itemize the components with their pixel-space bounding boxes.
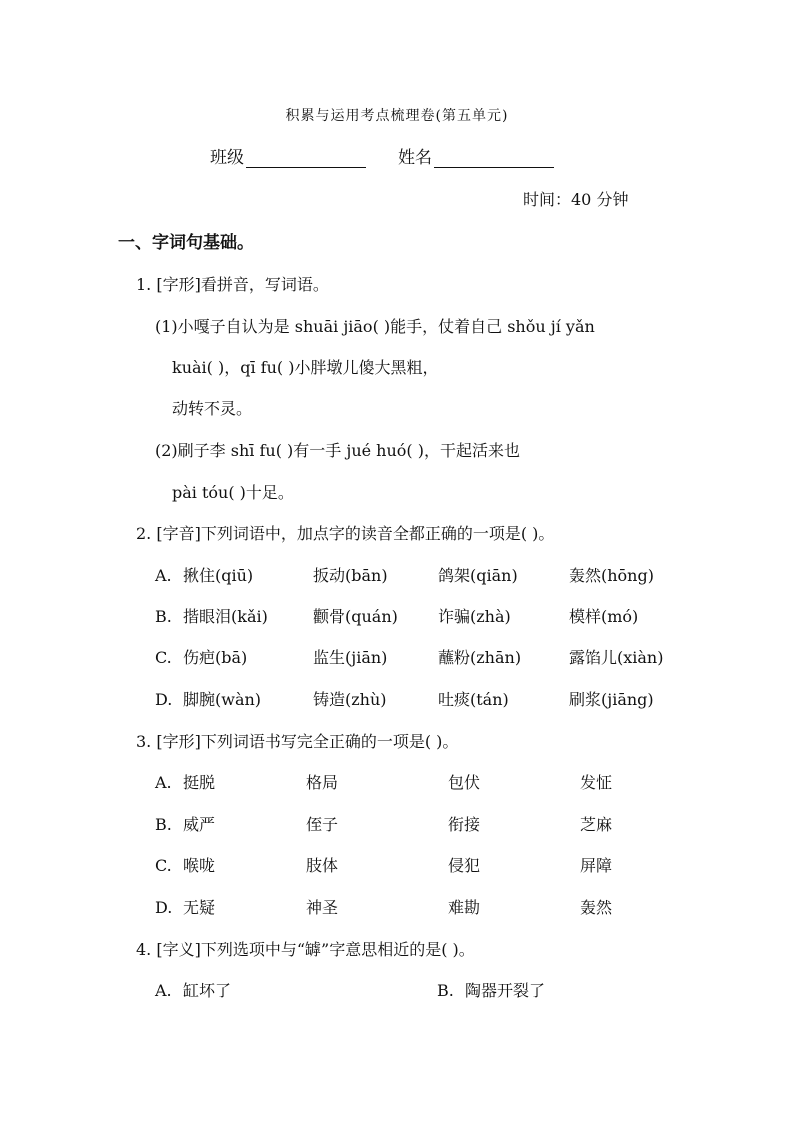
q2-option-b-word: 模样(mó) [569, 607, 639, 626]
q3-option-b-word: 侄子 [306, 815, 339, 834]
question-3-head: 3. [字形]下列词语书写完全正确的一项是( )。 [136, 732, 459, 751]
q3-option-d-word: 无疑 [183, 898, 216, 917]
q2-option-b-word: 诈骗(zhà) [438, 607, 511, 626]
q3-option-c-word: 屏障 [580, 856, 613, 875]
q2-option-c-word: 露馅儿(xiàn) [569, 648, 664, 667]
q3-option-b-word: 威严 [183, 815, 216, 834]
q2-option-b-word: 颧骨(quán) [313, 607, 398, 626]
q3-option-a-word: 挺脱 [183, 773, 216, 792]
question-1-part1-line3: 动转不灵。 [172, 399, 253, 418]
q2-option-d-word: 铸造(zhù) [313, 690, 387, 709]
q2-option-d-word: 吐痰(tán) [438, 690, 509, 709]
q3-option-c-word: 肢体 [306, 856, 339, 875]
q2-option-b-letter[interactable]: B. [155, 607, 172, 626]
question-1-part2-line2: pài tóu( )十足。 [172, 483, 294, 502]
name-field [398, 148, 554, 168]
q3-option-c-letter[interactable]: C. [155, 856, 172, 875]
page-title: 积累与运用考点梳理卷(第五单元) [285, 108, 509, 124]
q2-option-a-letter[interactable]: A. [155, 566, 172, 585]
q2-option-a-word: 轰然(hōng) [569, 566, 654, 585]
question-1-part2-line1: (2)刷子李 shī fu( )有一手 jué huó( )，干起活来也 [155, 441, 520, 460]
q3-option-d-letter[interactable]: D. [155, 898, 173, 917]
q2-option-c-word: 伤疤(bā) [183, 648, 248, 667]
q3-option-a-word: 发怔 [580, 773, 613, 792]
question-1-part1-line1: (1)小嘎子自认为是 shuāi jiāo( )能手，仗着自己 shǒu jí yǎn [155, 317, 595, 336]
q3-option-a-letter[interactable]: A. [155, 773, 172, 792]
q3-option-a-word: 包伏 [448, 773, 481, 792]
q2-option-a-word: 揪住(qiū) [183, 566, 254, 585]
q2-option-a-word: 扳动(bān) [313, 566, 388, 585]
q2-option-c-word: 蘸粉(zhān) [438, 648, 522, 667]
q3-option-c-word: 喉咙 [183, 856, 216, 875]
q2-option-a-word: 鸽架(qiān) [438, 566, 518, 585]
q3-option-b-word: 芝麻 [580, 815, 613, 834]
name-blank[interactable] [434, 149, 554, 168]
q2-option-d-word: 刷浆(jiāng) [569, 690, 654, 709]
q4-option-a-text: 缸坏了 [183, 981, 232, 1000]
q3-option-b-letter[interactable]: B. [155, 815, 172, 834]
q4-option-b-text: 陶器开裂了 [465, 981, 546, 1000]
class-field [210, 148, 366, 168]
q3-option-b-word: 衔接 [448, 815, 481, 834]
question-1-head: 1. [字形]看拼音，写词语。 [136, 275, 329, 294]
q3-option-c-word: 侵犯 [448, 856, 481, 875]
q4-option-a-letter[interactable]: A. [155, 981, 172, 1000]
name-label: 姓名 [398, 148, 432, 168]
q4-option-b-letter[interactable]: B. [437, 981, 454, 1000]
q2-option-c-letter[interactable]: C. [155, 648, 172, 667]
time-limit: 时间：40 分钟 [523, 190, 629, 209]
question-4-head: 4. [字义]下列选项中与“罅”字意思相近的是( )。 [136, 940, 475, 959]
class-blank[interactable] [246, 149, 366, 168]
q2-option-b-word: 揩眼泪(kǎi) [183, 607, 268, 626]
q3-option-d-word: 神圣 [306, 898, 339, 917]
q2-option-c-word: 监生(jiān) [313, 648, 388, 667]
question-1-part1-line2: kuài( )，qī fu( )小胖墩儿傻大黑粗， [172, 358, 439, 377]
question-2-head: 2. [字音]下列词语中，加点字的读音全都正确的一项是( )。 [136, 524, 555, 543]
q3-option-d-word: 难勘 [448, 898, 481, 917]
q2-option-d-letter[interactable]: D. [155, 690, 173, 709]
section-heading: 一、字词句基础。 [118, 233, 254, 253]
q3-option-a-word: 格局 [306, 773, 339, 792]
class-label: 班级 [210, 148, 244, 168]
q3-option-d-word: 轰然 [580, 898, 613, 917]
q2-option-d-word: 脚腕(wàn) [183, 690, 262, 709]
